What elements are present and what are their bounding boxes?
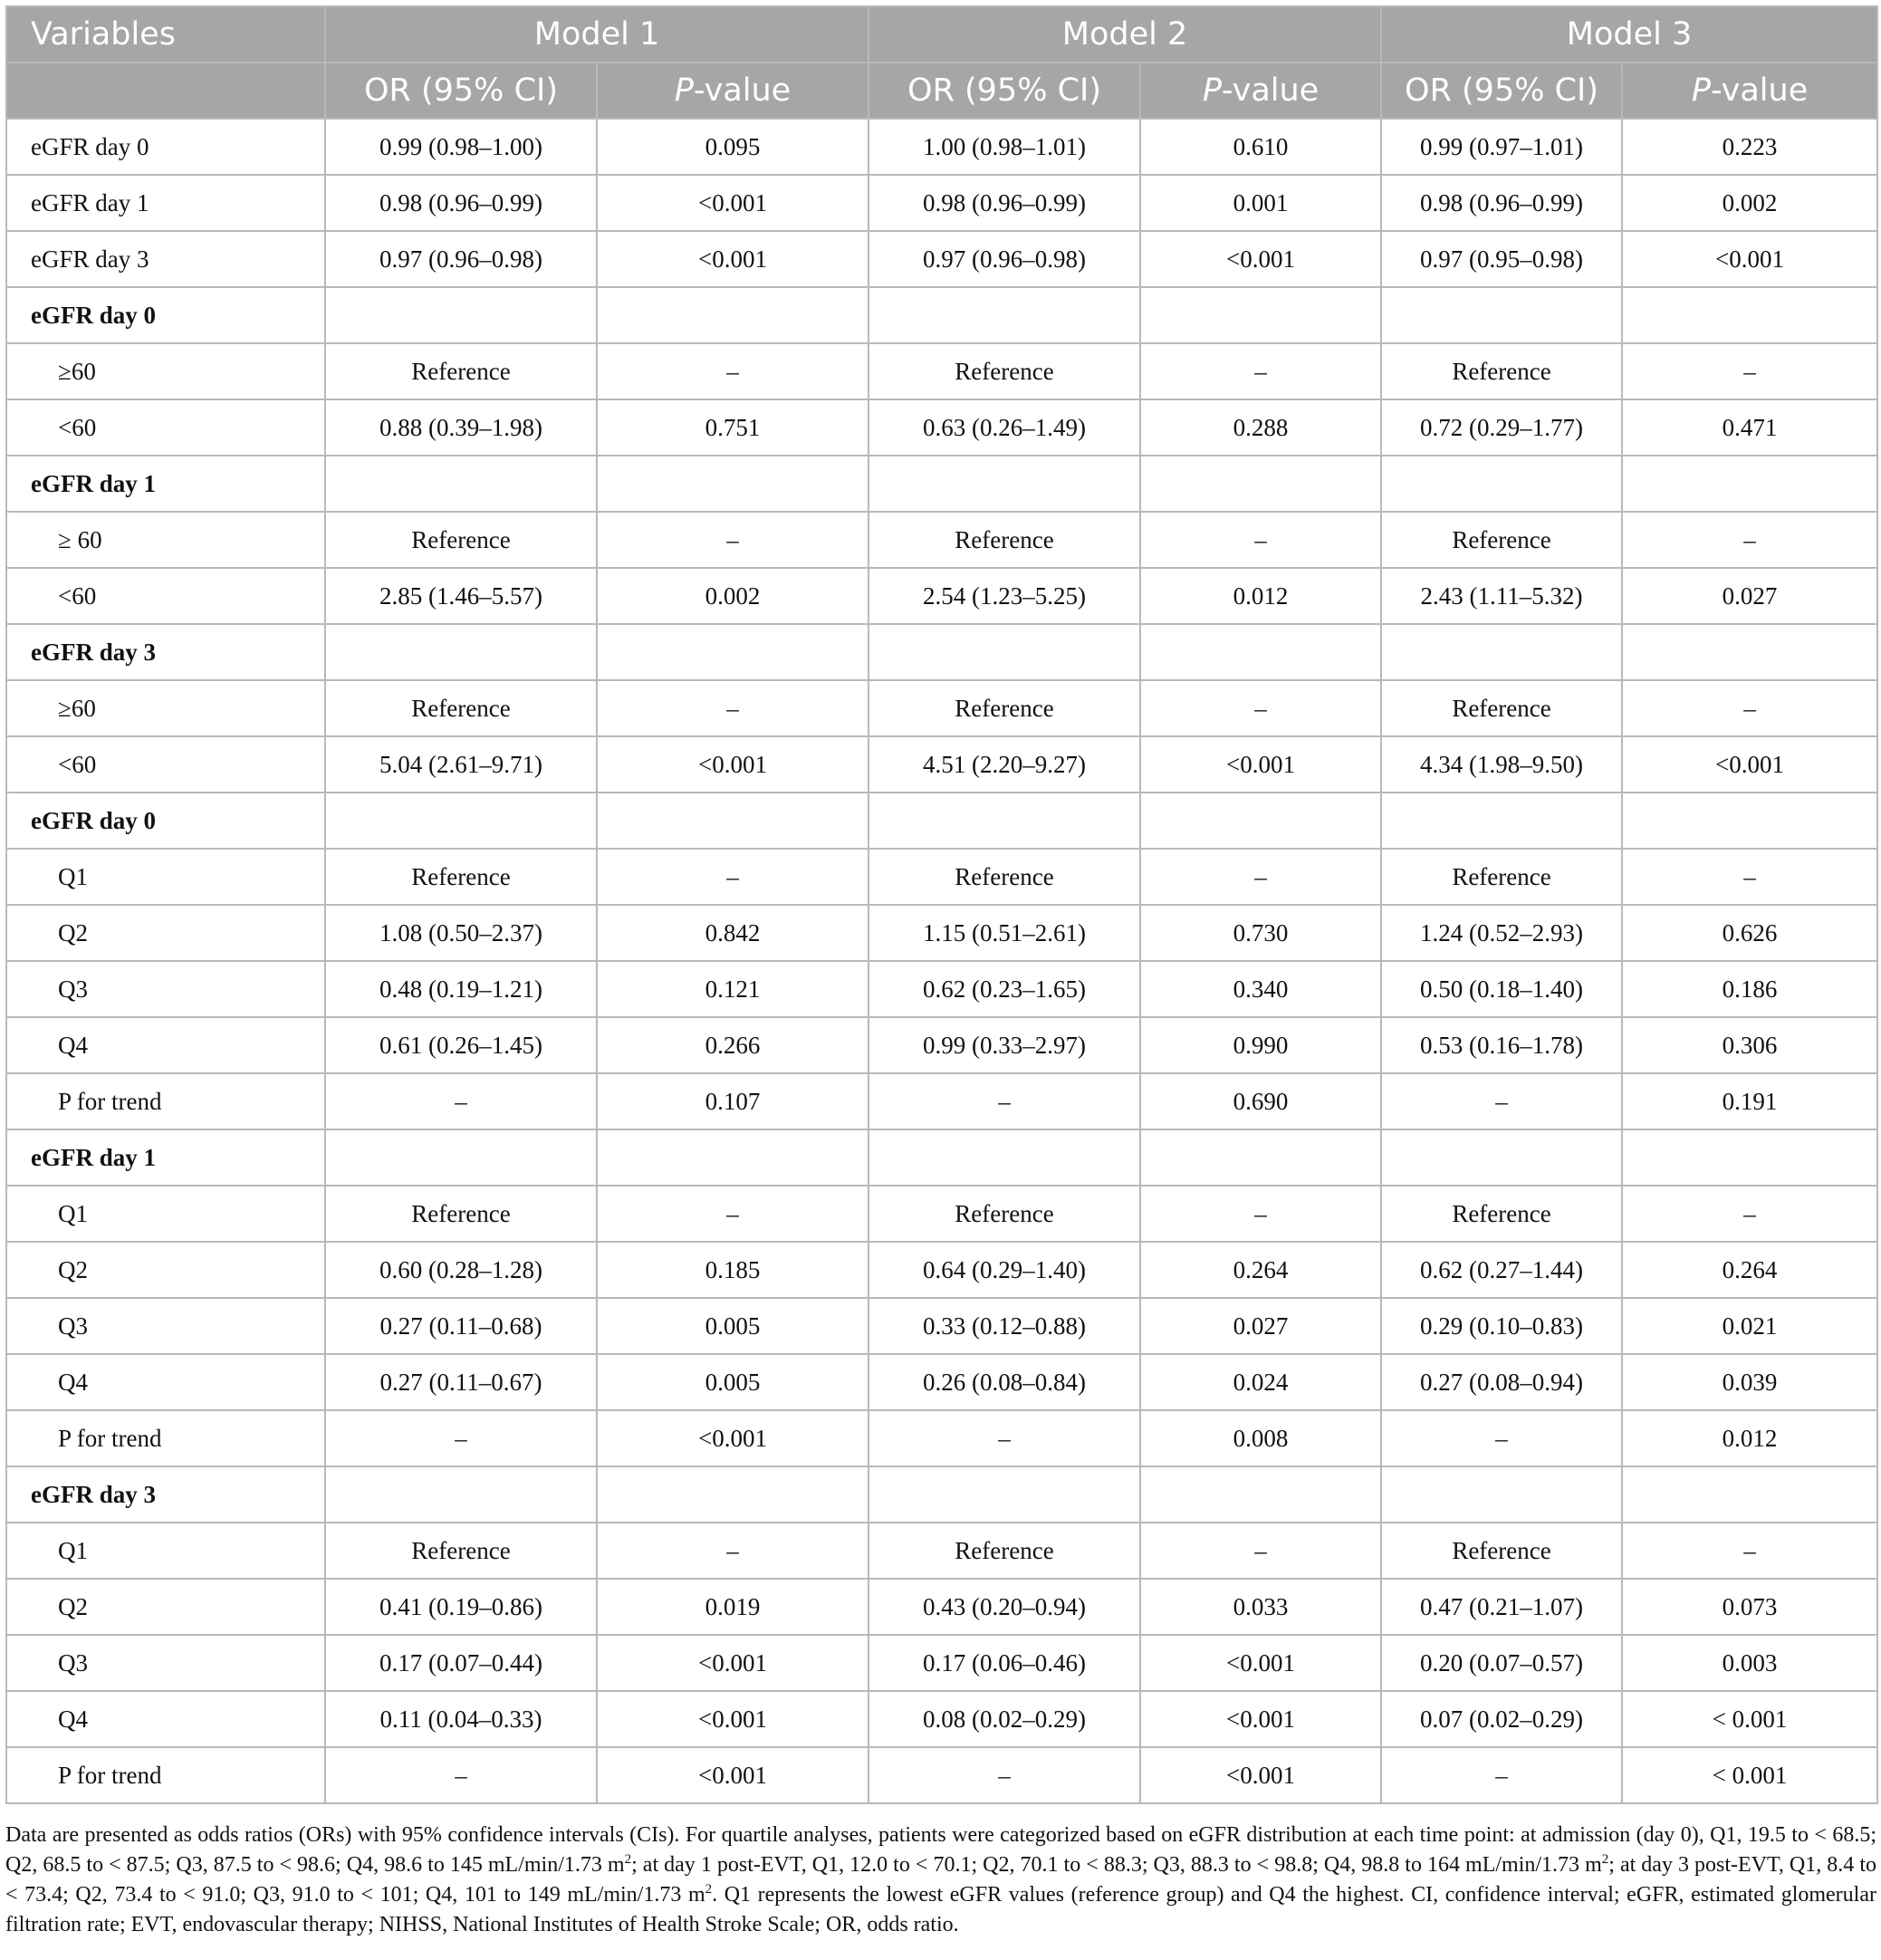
table-row <box>6 1747 1877 1803</box>
or-ci-cell: 2.43 (1.11–5.32) <box>1381 568 1622 624</box>
p-value-cell: – <box>1622 849 1877 905</box>
p-value-cell <box>1140 1129 1381 1186</box>
or-ci-cell: Reference <box>325 512 597 568</box>
table-row <box>6 231 1877 287</box>
p-value-cell: 0.266 <box>597 1017 869 1073</box>
or-ci-cell <box>869 287 1140 343</box>
row-label: Q2 <box>6 1242 325 1298</box>
table-body <box>6 119 1877 1803</box>
p-value-cell: <0.001 <box>1622 736 1877 793</box>
p-value-cell: 0.012 <box>1622 1410 1877 1466</box>
row-label: Q3 <box>6 1298 325 1354</box>
p-value-cell: <0.001 <box>597 175 869 231</box>
row-label: Q1 <box>6 1523 325 1579</box>
or-ci-header: OR (95% CI) <box>1381 62 1622 119</box>
p-value-cell: – <box>1622 512 1877 568</box>
row-label: <60 <box>6 568 325 624</box>
or-ci-cell: 0.17 (0.07–0.44) <box>325 1635 597 1691</box>
table-row <box>6 1017 1877 1073</box>
p-value-cell <box>597 793 869 849</box>
or-ci-cell: 1.08 (0.50–2.37) <box>325 905 597 961</box>
p-value-cell: 0.024 <box>1140 1354 1381 1410</box>
row-label: ≥60 <box>6 680 325 736</box>
or-ci-cell: 4.34 (1.98–9.50) <box>1381 736 1622 793</box>
p-value-cell <box>1622 1466 1877 1523</box>
p-value-cell: 0.121 <box>597 961 869 1017</box>
or-ci-cell <box>869 456 1140 512</box>
or-ci-cell: – <box>869 1747 1140 1803</box>
row-label: Q4 <box>6 1354 325 1410</box>
or-ci-cell <box>1381 1466 1622 1523</box>
p-value-cell: 0.730 <box>1140 905 1381 961</box>
p-value-cell: 0.751 <box>597 399 869 456</box>
section-label: eGFR day 3 <box>6 1466 325 1523</box>
p-value-cell <box>1622 456 1877 512</box>
p-value-cell: 0.626 <box>1622 905 1877 961</box>
section-row <box>6 624 1877 680</box>
or-ci-cell <box>1381 793 1622 849</box>
or-ci-cell: 0.63 (0.26–1.49) <box>869 399 1140 456</box>
p-value-cell: – <box>1140 512 1381 568</box>
section-label: eGFR day 3 <box>6 624 325 680</box>
or-ci-cell: 0.97 (0.96–0.98) <box>325 231 597 287</box>
or-ci-cell: Reference <box>1381 849 1622 905</box>
p-value-cell: – <box>1622 343 1877 399</box>
row-label: Q4 <box>6 1691 325 1747</box>
row-label: <60 <box>6 736 325 793</box>
p-value-cell <box>1140 456 1381 512</box>
or-ci-cell: 0.17 (0.06–0.46) <box>869 1635 1140 1691</box>
p-value-cell <box>1622 624 1877 680</box>
row-label: eGFR day 1 <box>6 175 325 231</box>
p-value-cell: 0.990 <box>1140 1017 1381 1073</box>
or-ci-cell: 0.61 (0.26–1.45) <box>325 1017 597 1073</box>
row-label: P for trend <box>6 1747 325 1803</box>
p-value-cell: <0.001 <box>597 231 869 287</box>
p-value-cell <box>597 624 869 680</box>
table-row <box>6 1298 1877 1354</box>
or-ci-cell: Reference <box>1381 680 1622 736</box>
table-row <box>6 680 1877 736</box>
or-ci-cell <box>869 624 1140 680</box>
p-value-cell: <0.001 <box>597 1691 869 1747</box>
or-ci-cell: 2.85 (1.46–5.57) <box>325 568 597 624</box>
or-ci-cell: 0.99 (0.98–1.00) <box>325 119 597 175</box>
or-ci-cell: 0.88 (0.39–1.98) <box>325 399 597 456</box>
p-value-cell: – <box>1622 1523 1877 1579</box>
or-ci-cell: 0.11 (0.04–0.33) <box>325 1691 597 1747</box>
section-row <box>6 793 1877 849</box>
or-ci-cell: 0.33 (0.12–0.88) <box>869 1298 1140 1354</box>
p-value-cell: 0.021 <box>1622 1298 1877 1354</box>
table-row <box>6 1691 1877 1747</box>
or-ci-cell: 1.00 (0.98–1.01) <box>869 119 1140 175</box>
or-ci-cell <box>869 793 1140 849</box>
section-row <box>6 1129 1877 1186</box>
or-ci-cell: – <box>869 1410 1140 1466</box>
table-row <box>6 175 1877 231</box>
or-ci-cell: 0.64 (0.29–1.40) <box>869 1242 1140 1298</box>
table-row <box>6 1073 1877 1129</box>
p-value-cell: < 0.001 <box>1622 1747 1877 1803</box>
section-label: eGFR day 1 <box>6 456 325 512</box>
or-ci-cell: Reference <box>1381 512 1622 568</box>
p-value-cell: 0.186 <box>1622 961 1877 1017</box>
p-value-cell <box>1622 793 1877 849</box>
table-container <box>5 5 1876 1804</box>
results-table <box>5 5 1878 1804</box>
or-ci-cell: 0.53 (0.16–1.78) <box>1381 1017 1622 1073</box>
or-ci-cell: Reference <box>869 1523 1140 1579</box>
p-value-cell: 0.340 <box>1140 961 1381 1017</box>
p-value-header: P-value <box>1622 62 1877 119</box>
or-ci-cell: 0.97 (0.96–0.98) <box>869 231 1140 287</box>
p-value-cell: 0.191 <box>1622 1073 1877 1129</box>
p-value-cell: <0.001 <box>1140 1635 1381 1691</box>
p-value-cell: 0.012 <box>1140 568 1381 624</box>
or-ci-cell: – <box>325 1747 597 1803</box>
or-ci-cell: Reference <box>325 343 597 399</box>
p-value-cell: <0.001 <box>597 736 869 793</box>
or-ci-cell <box>1381 1129 1622 1186</box>
or-ci-cell <box>869 1466 1140 1523</box>
or-ci-cell: Reference <box>869 849 1140 905</box>
p-value-cell: 0.033 <box>1140 1579 1381 1635</box>
table-row <box>6 1523 1877 1579</box>
or-ci-cell <box>325 456 597 512</box>
or-ci-cell: 0.27 (0.08–0.94) <box>1381 1354 1622 1410</box>
or-ci-cell: 0.20 (0.07–0.57) <box>1381 1635 1622 1691</box>
or-ci-cell: Reference <box>325 1523 597 1579</box>
table-row <box>6 1635 1877 1691</box>
or-ci-cell: 0.27 (0.11–0.67) <box>325 1354 597 1410</box>
table-row <box>6 736 1877 793</box>
header-row-columns <box>6 62 1877 119</box>
table-row <box>6 512 1877 568</box>
p-value-cell: – <box>1140 1523 1381 1579</box>
or-ci-cell <box>1381 287 1622 343</box>
row-label: eGFR day 3 <box>6 231 325 287</box>
or-ci-cell: 0.98 (0.96–0.99) <box>869 175 1140 231</box>
or-ci-cell: 0.99 (0.33–2.97) <box>869 1017 1140 1073</box>
or-ci-cell: 1.15 (0.51–2.61) <box>869 905 1140 961</box>
p-value-cell: – <box>597 1523 869 1579</box>
or-ci-cell: Reference <box>325 680 597 736</box>
p-value-cell: 0.095 <box>597 119 869 175</box>
p-value-cell: 0.610 <box>1140 119 1381 175</box>
p-value-cell: <0.001 <box>1140 231 1381 287</box>
p-value-cell: 0.005 <box>597 1354 869 1410</box>
p-value-cell: <0.001 <box>1140 1691 1381 1747</box>
p-value-cell: 0.027 <box>1140 1298 1381 1354</box>
or-ci-cell: 0.07 (0.02–0.29) <box>1381 1691 1622 1747</box>
p-value-cell: 0.264 <box>1140 1242 1381 1298</box>
p-value-cell: – <box>597 680 869 736</box>
or-ci-cell: 0.60 (0.28–1.28) <box>325 1242 597 1298</box>
p-value-cell: 0.288 <box>1140 399 1381 456</box>
empty-header-cell <box>6 62 325 119</box>
p-value-cell <box>597 1466 869 1523</box>
or-ci-cell <box>325 1466 597 1523</box>
section-label: eGFR day 0 <box>6 793 325 849</box>
table-row <box>6 399 1877 456</box>
variables-header: Variables <box>6 6 325 62</box>
or-ci-cell: 0.62 (0.27–1.44) <box>1381 1242 1622 1298</box>
or-ci-cell <box>325 624 597 680</box>
or-ci-cell: 0.50 (0.18–1.40) <box>1381 961 1622 1017</box>
table-row <box>6 1186 1877 1242</box>
p-value-cell: – <box>1140 1186 1381 1242</box>
or-ci-cell <box>869 1129 1140 1186</box>
or-ci-cell: Reference <box>869 680 1140 736</box>
or-ci-cell: Reference <box>869 512 1140 568</box>
p-value-cell <box>1140 1466 1381 1523</box>
row-label: Q2 <box>6 1579 325 1635</box>
p-value-cell: 0.005 <box>597 1298 869 1354</box>
or-ci-cell: – <box>1381 1747 1622 1803</box>
or-ci-cell: 0.47 (0.21–1.07) <box>1381 1579 1622 1635</box>
p-value-cell: 0.008 <box>1140 1410 1381 1466</box>
p-value-cell: <0.001 <box>1140 736 1381 793</box>
or-ci-cell <box>325 793 597 849</box>
or-ci-cell: 0.97 (0.95–0.98) <box>1381 231 1622 287</box>
model-1-header: Model 1 <box>325 6 869 62</box>
p-value-cell <box>597 1129 869 1186</box>
p-value-cell: 0.471 <box>1622 399 1877 456</box>
row-label: ≥ 60 <box>6 512 325 568</box>
p-value-cell: 0.185 <box>597 1242 869 1298</box>
or-ci-cell: Reference <box>325 1186 597 1242</box>
row-label: P for trend <box>6 1410 325 1466</box>
p-value-cell: <0.001 <box>1140 1747 1381 1803</box>
p-value-cell: 0.002 <box>1622 175 1877 231</box>
or-ci-cell: 0.62 (0.23–1.65) <box>869 961 1140 1017</box>
or-ci-cell: 0.08 (0.02–0.29) <box>869 1691 1140 1747</box>
p-value-cell: <0.001 <box>1622 231 1877 287</box>
p-value-cell: – <box>597 1186 869 1242</box>
p-value-cell: <0.001 <box>597 1635 869 1691</box>
row-label: Q2 <box>6 905 325 961</box>
p-value-cell: 0.027 <box>1622 568 1877 624</box>
row-label: Q1 <box>6 1186 325 1242</box>
p-value-header: P-value <box>597 62 869 119</box>
or-ci-cell <box>1381 624 1622 680</box>
table-row <box>6 119 1877 175</box>
or-ci-cell: Reference <box>869 343 1140 399</box>
row-label: Q3 <box>6 961 325 1017</box>
or-ci-cell: Reference <box>1381 1186 1622 1242</box>
p-value-cell: – <box>1622 1186 1877 1242</box>
or-ci-cell <box>325 1129 597 1186</box>
p-value-header: P-value <box>1140 62 1381 119</box>
row-label: ≥60 <box>6 343 325 399</box>
row-label: Q4 <box>6 1017 325 1073</box>
or-ci-cell <box>325 287 597 343</box>
table-row <box>6 1579 1877 1635</box>
table-row <box>6 1410 1877 1466</box>
row-label: Q3 <box>6 1635 325 1691</box>
p-value-cell <box>1140 624 1381 680</box>
or-ci-cell: – <box>1381 1073 1622 1129</box>
or-ci-cell: 5.04 (2.61–9.71) <box>325 736 597 793</box>
p-value-cell: < 0.001 <box>1622 1691 1877 1747</box>
p-value-cell <box>1140 287 1381 343</box>
table-row <box>6 1354 1877 1410</box>
p-value-cell <box>597 456 869 512</box>
table-row <box>6 849 1877 905</box>
p-value-cell <box>597 287 869 343</box>
or-ci-cell: 2.54 (1.23–5.25) <box>869 568 1140 624</box>
p-value-cell: – <box>597 849 869 905</box>
p-value-cell <box>1140 793 1381 849</box>
or-ci-cell: 0.29 (0.10–0.83) <box>1381 1298 1622 1354</box>
p-value-cell: 0.842 <box>597 905 869 961</box>
or-ci-cell: – <box>325 1410 597 1466</box>
p-value-cell <box>1622 1129 1877 1186</box>
or-ci-cell: 0.27 (0.11–0.68) <box>325 1298 597 1354</box>
p-value-cell: – <box>1140 680 1381 736</box>
p-value-cell: – <box>1140 849 1381 905</box>
p-value-cell: – <box>597 343 869 399</box>
or-ci-cell <box>1381 456 1622 512</box>
or-ci-cell: 0.26 (0.08–0.84) <box>869 1354 1140 1410</box>
model-2-header: Model 2 <box>869 6 1381 62</box>
section-label: eGFR day 0 <box>6 287 325 343</box>
model-3-header: Model 3 <box>1381 6 1877 62</box>
or-ci-cell: Reference <box>1381 343 1622 399</box>
or-ci-cell: 1.24 (0.52–2.93) <box>1381 905 1622 961</box>
or-ci-cell: Reference <box>325 849 597 905</box>
p-value-cell: 0.690 <box>1140 1073 1381 1129</box>
p-value-cell: 0.002 <box>597 568 869 624</box>
p-value-cell: 0.001 <box>1140 175 1381 231</box>
or-ci-cell: 0.48 (0.19–1.21) <box>325 961 597 1017</box>
p-value-cell: 0.019 <box>597 1579 869 1635</box>
or-ci-cell: 0.98 (0.96–0.99) <box>1381 175 1622 231</box>
or-ci-cell: Reference <box>1381 1523 1622 1579</box>
or-ci-cell: 4.51 (2.20–9.27) <box>869 736 1140 793</box>
section-row <box>6 456 1877 512</box>
table-footnote: Data are presented as odds ratios (ORs) with 95% confidence intervals (CIs). For quartile analyses, patients were categorized based on eGFR distribution at each time point: at admission (day 0), Q1, 19.5 to < 68.5; Q2, 68.5 to < 87.5; Q3, 87.5 to < 98.6; Q4, 98.6 to 145 mL/min/1.73 $m^2$; at day 1 post-EVT, Q1, 12.0 to < 70.1; Q2, 70.1 to < 88.3; Q3, 88.3 to < 98.8; Q4, 98.8 to 164 mL/min/1.73 $m^2$; at day 3 post-EVT, Q1, 8.4 to < 73.4; Q2, 73.4 to < 91.0; Q3, 91.0 to < 101; Q4, 101 to 149 mL/min/1.73 $m^2$. Q1 represents the lowest eGFR values (reference group) and Q4 the highest. CI, confidence interval; eGFR, estimated glomerular filtration rate; EVT, endovascular therapy; NIHSS, National Institutes of Health Stroke Scale; OR, odds ratio. <box>5 1823 1877 1936</box>
or-ci-cell: 0.99 (0.97–1.01) <box>1381 119 1622 175</box>
p-value-cell: 0.306 <box>1622 1017 1877 1073</box>
row-label: P for trend <box>6 1073 325 1129</box>
section-row <box>6 287 1877 343</box>
p-value-cell: – <box>1140 343 1381 399</box>
p-value-cell: <0.001 <box>597 1410 869 1466</box>
or-ci-header: OR (95% CI) <box>869 62 1140 119</box>
or-ci-cell: – <box>325 1073 597 1129</box>
table-row <box>6 961 1877 1017</box>
table-row <box>6 568 1877 624</box>
p-value-cell: 0.264 <box>1622 1242 1877 1298</box>
p-value-cell: – <box>1622 680 1877 736</box>
p-value-cell: – <box>597 512 869 568</box>
or-ci-cell: – <box>869 1073 1140 1129</box>
p-value-cell: <0.001 <box>597 1747 869 1803</box>
p-value-cell: 0.223 <box>1622 119 1877 175</box>
p-value-cell: 0.003 <box>1622 1635 1877 1691</box>
or-ci-cell: 0.98 (0.96–0.99) <box>325 175 597 231</box>
or-ci-cell: 0.41 (0.19–0.86) <box>325 1579 597 1635</box>
p-value-cell: 0.107 <box>597 1073 869 1129</box>
row-label: Q1 <box>6 849 325 905</box>
table-row <box>6 343 1877 399</box>
or-ci-cell: Reference <box>869 1186 1140 1242</box>
or-ci-header: OR (95% CI) <box>325 62 597 119</box>
p-value-cell <box>1622 287 1877 343</box>
header-row-models <box>6 6 1877 62</box>
or-ci-cell: – <box>1381 1410 1622 1466</box>
or-ci-cell: 0.43 (0.20–0.94) <box>869 1579 1140 1635</box>
row-label: <60 <box>6 399 325 456</box>
section-label: eGFR day 1 <box>6 1129 325 1186</box>
row-label: eGFR day 0 <box>6 119 325 175</box>
section-row <box>6 1466 1877 1523</box>
or-ci-cell: 0.72 (0.29–1.77) <box>1381 399 1622 456</box>
table-row <box>6 905 1877 961</box>
p-value-cell: 0.039 <box>1622 1354 1877 1410</box>
p-value-cell: 0.073 <box>1622 1579 1877 1635</box>
table-row <box>6 1242 1877 1298</box>
